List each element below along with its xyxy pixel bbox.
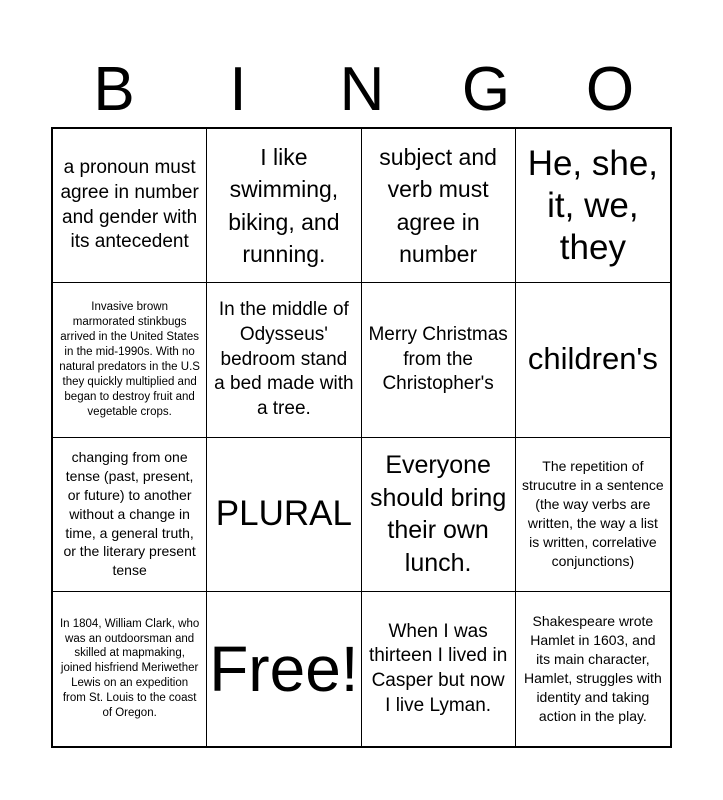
cell-text: When I was thirteen I lived in Casper but now I live Lyman. [368,620,508,716]
bingo-cell-r1c2[interactable] [207,129,361,283]
cell-text: In 1804, William Clark, who was an outdoorsman and skilled at mapmaking, joined hisfriend Meriwether Lewis on an expedition from St. Louis to the coast of Oregon. [59,617,200,720]
bingo-cell-r1c4[interactable] [516,129,670,283]
bingo-cell-r2c3[interactable] [362,283,516,437]
bingo-cell-r1c1[interactable] [53,129,207,283]
cell-text: Everyone should bring their own lunch. [370,451,507,577]
bingo-cell-r2c4[interactable] [516,283,670,437]
cell-text: PLURAL [215,494,352,534]
bingo-board [51,127,672,748]
cell-text: changing from one tense (past, present, or future) to another without a change in time, a general truth, or the literary present tense [63,449,196,579]
cell-text: Merry Christmas from the Christopher's [368,323,508,395]
header-letter-g: G [461,55,511,124]
bingo-cell-r4c2[interactable] [207,592,361,746]
header-letter-i: I [229,55,247,124]
free-space-text: Free! [209,632,359,705]
cell-text: children's [527,341,658,377]
cell-text: He, she, it, we, they [527,143,659,267]
cell-text: Shakespeare wrote Hamlet in 1603, and its main character, Hamlet, struggles with identity and taking action in the play. [524,613,662,724]
bingo-cell-r2c1[interactable] [53,283,207,437]
bingo-cell-r4c4[interactable] [516,592,670,746]
header-letter-n: N [339,55,385,124]
header-letter-o: O [585,55,635,124]
bingo-cell-r3c4[interactable] [516,438,670,592]
bingo-header [52,52,672,128]
bingo-cell-r3c2[interactable] [207,438,361,592]
header-letter-b: B [93,55,135,124]
cell-text: The repetition of strucutre in a sentence (the way verbs are written, the way a list is written, correlative conjunctions) [522,458,664,569]
cell-text: subject and verb must agree in number [379,144,497,267]
bingo-cell-r2c2[interactable] [207,283,361,437]
bingo-cell-r3c3[interactable] [362,438,516,592]
bingo-cell-r4c3[interactable] [362,592,516,746]
bingo-cell-r4c1[interactable] [53,592,207,746]
bingo-cell-r3c1[interactable] [53,438,207,592]
cell-text: a pronoun must agree in number and gender with its antecedent [60,157,199,253]
cell-text: In the middle of Odysseus' bedroom stand a bed made with a tree. [214,299,354,419]
cell-text: Invasive brown marmorated stinkbugs arrived in the United States in the mid-1990s. With no natural predators in the U.S they quickly multiplied and began to destroy fruit and vegetable crops. [59,301,200,418]
bingo-cell-r1c3[interactable] [362,129,516,283]
cell-text: I like swimming, biking, and running. [228,144,340,267]
